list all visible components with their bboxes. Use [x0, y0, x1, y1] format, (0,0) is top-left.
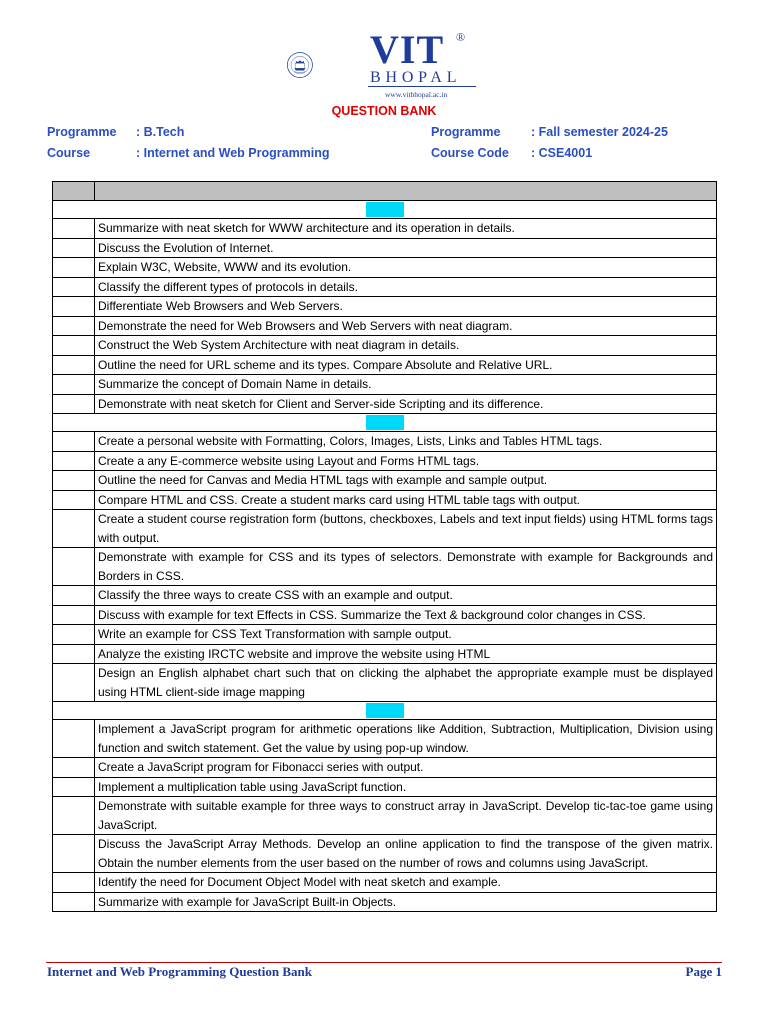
table-row [53, 758, 717, 778]
question-text: Create a student course registration form (buttons, checkboxes, Labels and text input fields) using HTML forms tags with output. [95, 510, 717, 548]
question-text: Create a personal website with Formatting, Colors, Images, Lists, Links and Tables HTML tags. [95, 432, 717, 452]
table-row [53, 316, 717, 336]
question-text: Create a JavaScript program for Fibonacci series with output. [95, 758, 717, 778]
question-text: Design an English alphabet chart such that on clicking the alphabet the appropriate example must be displayed using HTML client-side image mapping [95, 664, 717, 702]
table-row [53, 375, 717, 395]
table-row [53, 355, 717, 375]
campus-wordmark: BHOPAL [370, 69, 462, 86]
question-text: Implement a JavaScript program for arithmetic operations like Addition, Subtraction, Multiplication, Division using function and switch statement. Get the value by using pop-up window. [95, 720, 717, 758]
footer-title: Internet and Web Programming Question Bank [47, 964, 312, 979]
course-code-value: : CSE4001 [531, 146, 593, 160]
question-text: Demonstrate with example for CSS and its types of selectors. Demonstrate with example for Backgrounds and Borders in CSS. [95, 548, 717, 586]
question-text: Demonstrate the need for Web Browsers and Web Servers with neat diagram. [95, 316, 717, 336]
question-text: Differentiate Web Browsers and Web Servers. [95, 297, 717, 317]
table-row [53, 277, 717, 297]
question-text: Classify the three ways to create CSS with an example and output. [95, 586, 717, 606]
question-text: Analyze the existing IRCTC website and improve the website using HTML [95, 644, 717, 664]
course-value: : Internet and Web Programming [136, 146, 330, 160]
question-text: Summarize with example for JavaScript Built-in Objects. [95, 892, 717, 912]
vit-seal-logo [287, 28, 357, 102]
question-text: Summarize the concept of Domain Name in details. [95, 375, 717, 395]
programme-label: Programme [47, 125, 117, 139]
table-row [53, 471, 717, 491]
table-row [53, 451, 717, 471]
question-text: Implement a multiplication table using JavaScript function. [95, 777, 717, 797]
question-text: Identify the need for Document Object Model with neat sketch and example. [95, 873, 717, 893]
unit-row [53, 414, 717, 432]
table-row [53, 336, 717, 356]
table-row [53, 892, 717, 912]
question-text: Classify the different types of protocols in details. [95, 277, 717, 297]
table-header-row [53, 182, 717, 201]
question-text: Write an example for CSS Text Transformation with sample output. [95, 625, 717, 645]
unit-marker [366, 415, 404, 430]
table-row [53, 797, 717, 835]
question-text: Outline the need for Canvas and Media HTML tags with example and sample output. [95, 471, 717, 491]
footer-divider [46, 962, 722, 963]
term-label: Programme [431, 125, 501, 139]
question-text: Discuss the Evolution of Internet. [95, 238, 717, 258]
question-text: Compare HTML and CSS. Create a student marks card using HTML table tags with output. [95, 490, 717, 510]
number-header-cell [53, 182, 95, 201]
table-row [53, 258, 717, 278]
table-row [53, 586, 717, 606]
term-value: : Fall semester 2024-25 [531, 125, 668, 139]
question-text: Demonstrate with neat sketch for Client and Server-side Scripting and its difference. [95, 394, 717, 414]
unit-marker [366, 703, 404, 718]
table-row [53, 605, 717, 625]
unit-row [53, 702, 717, 720]
question-header-cell [95, 182, 717, 201]
table-row [53, 720, 717, 758]
question-text: Demonstrate with suitable example for three ways to construct array in JavaScript. Develop tic-tac-toe game using JavaScript. [95, 797, 717, 835]
registered-mark: ® [456, 30, 466, 44]
table-row [53, 835, 717, 873]
table-row [53, 219, 717, 239]
programme-value: : B.Tech [136, 125, 185, 139]
question-text: Explain W3C, Website, WWW and its evolution. [95, 258, 717, 278]
unit-row [53, 201, 717, 219]
vit-wordmark: VIT [370, 27, 445, 72]
question-table [52, 181, 717, 912]
table-row [53, 548, 717, 586]
table-row [53, 625, 717, 645]
table-row [53, 394, 717, 414]
page-title: QUESTION BANK [331, 104, 437, 118]
page-number: Page 1 [685, 964, 722, 979]
table-row [53, 510, 717, 548]
logo-divider [368, 86, 476, 87]
table-row [53, 297, 717, 317]
table-row [53, 777, 717, 797]
unit-marker [366, 202, 404, 217]
course-code-label: Course Code [431, 146, 509, 160]
course-label: Course [47, 146, 91, 160]
question-text: Outline the need for URL scheme and its types. Compare Absolute and Relative URL. [95, 355, 717, 375]
question-text: Discuss with example for text Effects in CSS. Summarize the Text & background color changes in CSS. [95, 605, 717, 625]
question-text: Discuss the JavaScript Array Methods. Develop an online application to find the transpose of the given matrix. Obtain the number elements from the user based on the number of rows and columns using JavaScript. [95, 835, 717, 873]
table-row [53, 873, 717, 893]
table-row [53, 644, 717, 664]
question-text: Construct the Web System Architecture with neat diagram in details. [95, 336, 717, 356]
table-row [53, 238, 717, 258]
table-row [53, 490, 717, 510]
website-url: www.vitbhopal.ac.in [385, 90, 448, 99]
table-row [53, 432, 717, 452]
question-text: Summarize with neat sketch for WWW architecture and its operation in details. [95, 219, 717, 239]
question-text: Create a any E-commerce website using Layout and Forms HTML tags. [95, 451, 717, 471]
table-row [53, 664, 717, 702]
